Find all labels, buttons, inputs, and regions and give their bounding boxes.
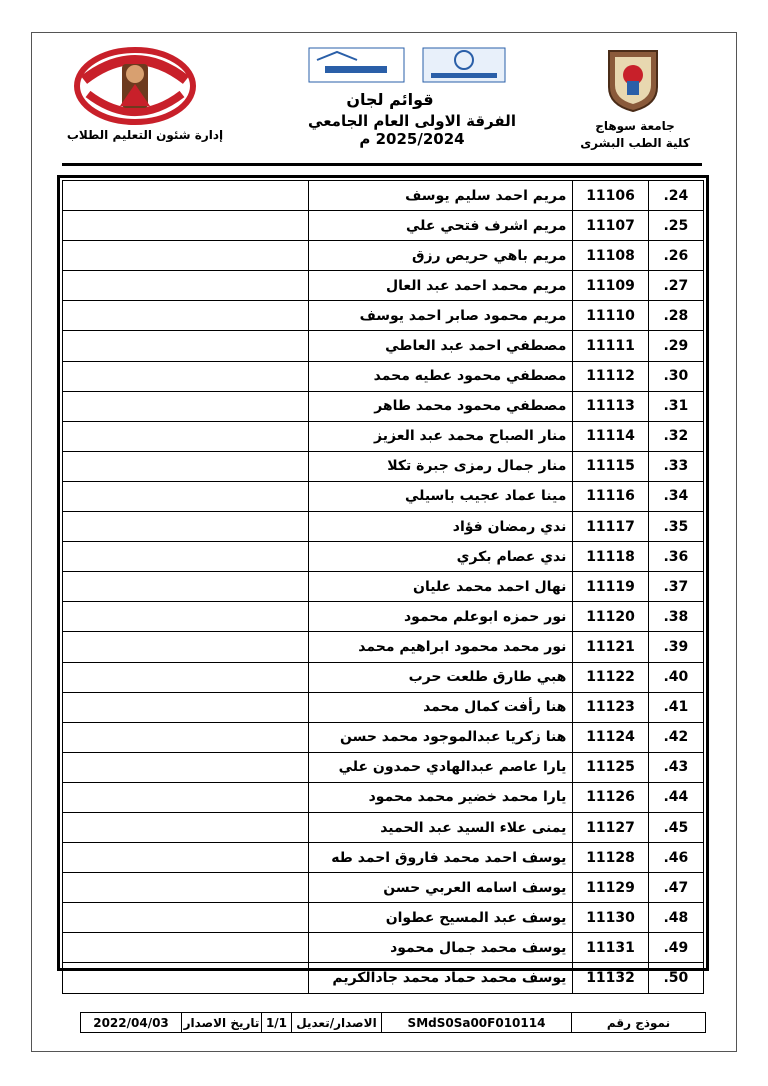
student-name: مريم احمد سليم يوسف xyxy=(309,181,573,211)
student-name: يوسف محمد جمال محمود xyxy=(309,933,573,963)
student-name: ندي رمضان فؤاد xyxy=(309,512,573,542)
signature-cell xyxy=(63,271,309,301)
student-name: يارا محمد خضير محمد محمود xyxy=(309,782,573,812)
table-row xyxy=(63,572,704,602)
student-code: 11121 xyxy=(573,632,648,662)
signature-cell xyxy=(63,421,309,451)
table-row xyxy=(63,782,704,812)
row-number: .30 xyxy=(648,361,703,391)
student-code: 11127 xyxy=(573,812,648,842)
student-name: منار جمال رمزى جبرة تكلا xyxy=(309,451,573,481)
row-number: .32 xyxy=(648,421,703,451)
signature-cell xyxy=(63,361,309,391)
form-footer xyxy=(80,1012,706,1033)
issue-date-label: تاريخ الاصدار xyxy=(181,1013,261,1032)
row-number: .25 xyxy=(648,211,703,241)
row-number: .28 xyxy=(648,301,703,331)
row-number: .40 xyxy=(648,662,703,692)
signature-cell xyxy=(63,542,309,572)
table-row xyxy=(63,692,704,722)
student-code: 11107 xyxy=(573,211,648,241)
student-name: هنا رأفت كمال محمد xyxy=(309,692,573,722)
row-number: .48 xyxy=(648,903,703,933)
student-code: 11106 xyxy=(573,181,648,211)
table-row xyxy=(63,181,704,211)
signature-cell xyxy=(63,181,309,211)
student-name: مصطفي محمود محمد طاهر xyxy=(309,391,573,421)
table-row xyxy=(63,542,704,572)
certification-badges xyxy=(307,46,507,84)
row-number: .49 xyxy=(648,933,703,963)
row-number: .37 xyxy=(648,572,703,602)
signature-cell xyxy=(63,782,309,812)
admin-department: إدارة شئون التعليم الطلاب xyxy=(66,128,224,142)
row-number: .24 xyxy=(648,181,703,211)
signature-cell xyxy=(63,512,309,542)
student-code: 11109 xyxy=(573,271,648,301)
signature-cell xyxy=(63,903,309,933)
table-row xyxy=(63,812,704,842)
row-number: .35 xyxy=(648,512,703,542)
table-row xyxy=(63,211,704,241)
university-crest xyxy=(605,47,661,113)
student-name: يارا عاصم عبدالهادي حمدون علي xyxy=(309,752,573,782)
student-name: يوسف عبد المسيح عطوان xyxy=(309,903,573,933)
student-name: نهال احمد محمد عليان xyxy=(309,572,573,602)
signature-cell xyxy=(63,481,309,511)
student-name: يمنى علاء السيد عبد الحميد xyxy=(309,812,573,842)
table-row xyxy=(63,843,704,873)
student-code: 11110 xyxy=(573,301,648,331)
student-name: نور حمزه ابوعلم محمود xyxy=(309,602,573,632)
student-name: مريم محمد احمد عبد العال xyxy=(309,271,573,301)
student-name: يوسف اسامه العربي حسن xyxy=(309,873,573,903)
table-row xyxy=(63,331,704,361)
document-subtitle: الفرقة الاولى العام الجامعي 2025/2024 م xyxy=(308,112,516,148)
student-code: 11112 xyxy=(573,361,648,391)
student-code: 11131 xyxy=(573,933,648,963)
header-divider xyxy=(62,163,702,166)
signature-cell xyxy=(63,692,309,722)
signature-cell xyxy=(63,572,309,602)
student-code: 11115 xyxy=(573,451,648,481)
student-code: 11123 xyxy=(573,692,648,722)
row-number: .36 xyxy=(648,542,703,572)
table-row xyxy=(63,361,704,391)
table-row xyxy=(63,632,704,662)
faculty-logo xyxy=(70,44,200,126)
row-number: .43 xyxy=(648,752,703,782)
student-code: 11130 xyxy=(573,903,648,933)
form-number-label: نموذج رقم xyxy=(571,1013,705,1032)
table-row xyxy=(63,752,704,782)
row-number: .31 xyxy=(648,391,703,421)
row-number: .33 xyxy=(648,451,703,481)
student-code: 11113 xyxy=(573,391,648,421)
row-number: .38 xyxy=(648,602,703,632)
row-number: .41 xyxy=(648,692,703,722)
student-code: 11129 xyxy=(573,873,648,903)
table-row xyxy=(63,512,704,542)
student-name: منار الصباح محمد عبد العزيز xyxy=(309,421,573,451)
student-code: 11114 xyxy=(573,421,648,451)
student-code: 11116 xyxy=(573,481,648,511)
signature-cell xyxy=(63,632,309,662)
row-number: .26 xyxy=(648,241,703,271)
row-number: .50 xyxy=(648,963,703,993)
students-table xyxy=(57,175,709,986)
student-code: 11118 xyxy=(573,542,648,572)
student-code: 11126 xyxy=(573,782,648,812)
student-name: ندي عصام بكري xyxy=(309,542,573,572)
table-row xyxy=(63,481,704,511)
signature-cell xyxy=(63,752,309,782)
signature-cell xyxy=(63,662,309,692)
student-name: يوسف احمد محمد فاروق احمد طه xyxy=(309,843,573,873)
table-row xyxy=(63,602,704,632)
student-code: 11122 xyxy=(573,662,648,692)
issue-date-value: 2022/04/03 xyxy=(93,1015,169,1030)
signature-cell xyxy=(63,241,309,271)
student-name: مريم اشرف فتحي علي xyxy=(309,211,573,241)
university-name xyxy=(575,118,695,152)
signature-cell xyxy=(63,451,309,481)
signature-cell xyxy=(63,301,309,331)
student-name: نور محمد محمود ابراهيم محمد xyxy=(309,632,573,662)
signature-cell xyxy=(63,722,309,752)
table-row xyxy=(63,301,704,331)
student-code: 11125 xyxy=(573,752,648,782)
student-name: هبي طارق طلعت حرب xyxy=(309,662,573,692)
signature-cell xyxy=(63,933,309,963)
faculty-label: كلية الطب البشرى xyxy=(580,136,690,150)
university-label: جامعة سوهاج xyxy=(595,119,675,133)
revision-label: الاصدار/تعديل xyxy=(291,1013,381,1032)
revision-value: 1/1 xyxy=(261,1013,291,1032)
student-code: 11124 xyxy=(573,722,648,752)
student-name: مريم محمود صابر احمد يوسف xyxy=(309,301,573,331)
student-code: 11119 xyxy=(573,572,648,602)
table-row xyxy=(63,963,704,993)
table-row xyxy=(63,933,704,963)
student-name: مينا عماد عجيب باسيلي xyxy=(309,481,573,511)
student-code: 11128 xyxy=(573,843,648,873)
student-code: 11108 xyxy=(573,241,648,271)
table-row xyxy=(63,722,704,752)
student-code: 11132 xyxy=(573,963,648,993)
row-number: .44 xyxy=(648,782,703,812)
student-code: 11117 xyxy=(573,512,648,542)
document-title: قوائم لجان xyxy=(346,90,434,109)
signature-cell xyxy=(63,963,309,993)
row-number: .45 xyxy=(648,812,703,842)
row-number: .27 xyxy=(648,271,703,301)
signature-cell xyxy=(63,843,309,873)
row-number: .29 xyxy=(648,331,703,361)
table-row xyxy=(63,271,704,301)
table-row xyxy=(63,873,704,903)
row-number: .46 xyxy=(648,843,703,873)
signature-cell xyxy=(63,391,309,421)
table-row xyxy=(63,662,704,692)
student-name: يوسف محمد حماد محمد جادالكريم xyxy=(309,963,573,993)
table-row xyxy=(63,421,704,451)
table-row xyxy=(63,241,704,271)
row-number: .42 xyxy=(648,722,703,752)
signature-cell xyxy=(63,331,309,361)
row-number: .34 xyxy=(648,481,703,511)
students-table-body xyxy=(63,181,704,994)
row-number: .47 xyxy=(648,873,703,903)
table-row xyxy=(63,451,704,481)
signature-cell xyxy=(63,873,309,903)
signature-cell xyxy=(63,211,309,241)
signature-cell xyxy=(63,602,309,632)
students-table-grid xyxy=(62,180,704,994)
row-number: .39 xyxy=(648,632,703,662)
table-row xyxy=(63,391,704,421)
student-name: مريم باهي حريص رزق xyxy=(309,241,573,271)
student-name: مصطفي محمود عطيه محمد xyxy=(309,361,573,391)
student-name: هنا زكريا عبدالموجود محمد حسن xyxy=(309,722,573,752)
student-name: مصطفي احمد عبد العاطي xyxy=(309,331,573,361)
form-number-value: SMdS0Sa00F010114 xyxy=(381,1013,571,1032)
table-row xyxy=(63,903,704,933)
student-code: 11120 xyxy=(573,602,648,632)
signature-cell xyxy=(63,812,309,842)
student-code: 11111 xyxy=(573,331,648,361)
